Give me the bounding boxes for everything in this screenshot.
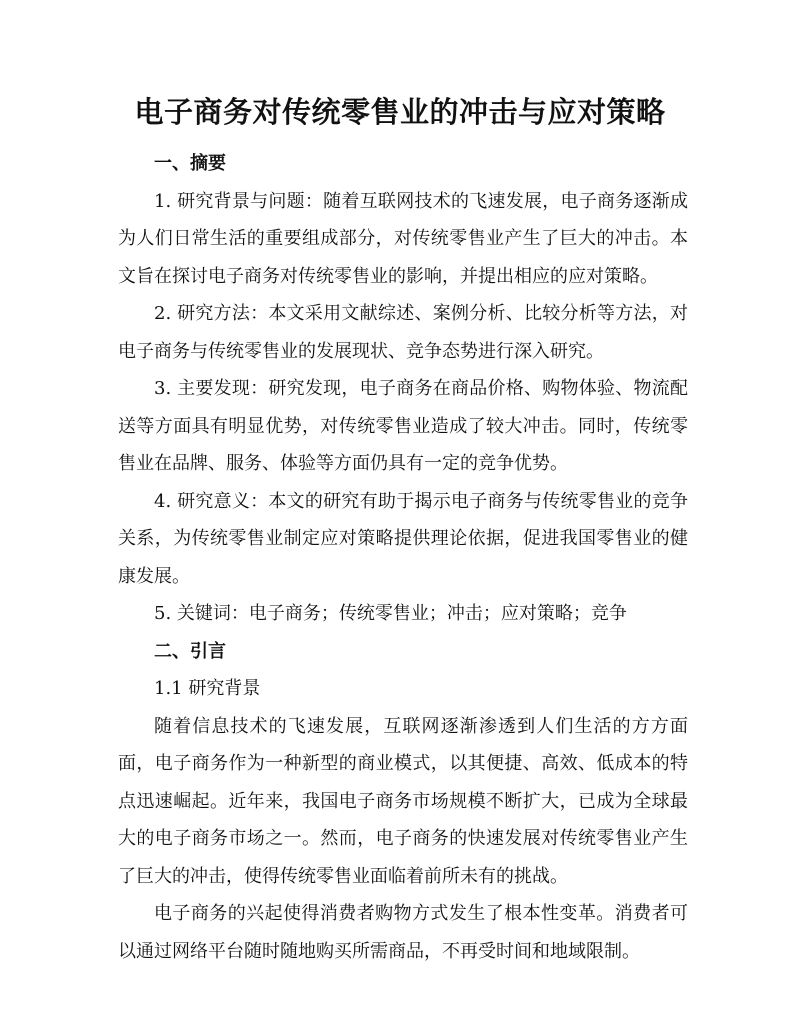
abstract-findings-paragraph: 3. 主要发现：研究发现，电子商务在商品价格、购物体验、物流配送等方面具有明显优势，对传统零售业造成了较大冲击。同时，传统零售业在品牌、服务、体验等方面仍具有一定的竞争优势。 xyxy=(118,378,688,474)
document-body xyxy=(118,145,688,970)
abstract-keywords-paragraph: 5. 关键词：电子商务；传统零售业；冲击；应对策略；竞争 xyxy=(154,603,627,624)
subsection-heading-background: 1.1 研究背景 xyxy=(154,678,261,699)
abstract-method-paragraph: 2. 研究方法：本文采用文献综述、案例分析、比较分析等方法，对电子商务与传统零售业的发展现状、竞争态势进行深入研究。 xyxy=(118,303,688,362)
document-title: 电子商务对传统零售业的冲击与应对策略 xyxy=(134,95,666,129)
section-heading-introduction: 二、引言 xyxy=(154,640,226,662)
abstract-significance-paragraph: 4. 研究意义：本文的研究有助于揭示电子商务与传统零售业的竞争关系，为传统零售业制定应对策略提供理论依据，促进我国零售业的健康发展。 xyxy=(118,490,688,587)
introduction-paragraph: 电子商务的兴起使得消费者购物方式发生了根本性变革。消费者可以通过网络平台随时随地购买所需商品，不再受时间和地域限制。 xyxy=(118,903,688,962)
abstract-background-paragraph: 1. 研究背景与问题：随着互联网技术的飞速发展，电子商务逐渐成为人们日常生活的重要组成部分，对传统零售业产生了巨大的冲击。本文旨在探讨电子商务对传统零售业的影响，并提出相应的应对策略。 xyxy=(118,190,688,287)
introduction-paragraph: 随着信息技术的飞速发展，互联网逐渐渗透到人们生活的方方面面，电子商务作为一种新型的商业模式，以其便捷、高效、低成本的特点迅速崛起。近年来，我国电子商务市场规模不断扩大，已成为全球最大的电子商务市场之一。然而，电子商务的快速发展对传统零售业产生了巨大的冲击，使得传统零售业面临着前所未有的挑战。 xyxy=(118,715,688,887)
section-heading-abstract: 一、摘要 xyxy=(154,153,226,174)
